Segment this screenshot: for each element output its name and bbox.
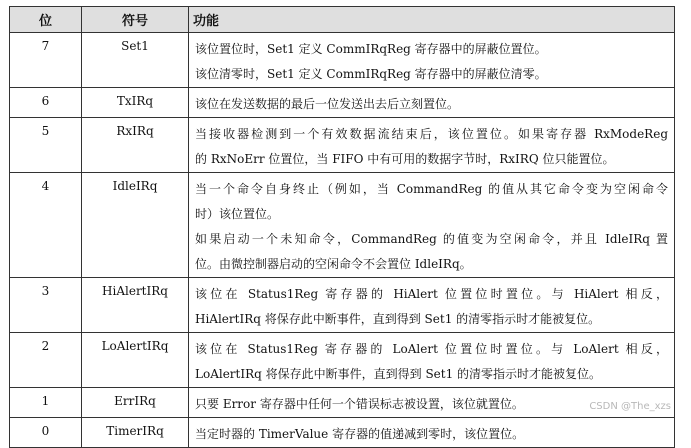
function-text-line: 该位清零时，Set1 定义 CommIRqReg 寄存器中的屏蔽位清零。 xyxy=(195,67,547,81)
function-text-line: 如果启动一个未知命令，CommandReg 的值变为空闲命令，并且 IdleIRq 置 xyxy=(195,232,668,246)
table-row xyxy=(10,33,675,88)
table-row xyxy=(10,173,675,278)
function-text-line: 该位在 Status1Reg 寄存器的 LoAlert 位置位时置位。与 LoAlert 相反， xyxy=(195,342,668,356)
function-cell xyxy=(189,118,675,173)
function-text-line: 的 RxNoErr 位置位，当 FIFO 中有可用的数据字节时，RxIRQ 位只能置位。 xyxy=(195,152,615,166)
bit-cell: 3 xyxy=(10,278,82,333)
watermark: CSDN @The_xzs xyxy=(589,401,671,412)
table-row xyxy=(10,333,675,388)
table-row xyxy=(10,278,675,333)
bit-cell: 1 xyxy=(10,388,82,418)
symbol-cell: Set1 xyxy=(82,33,189,88)
function-text-line: 该位置位时，Set1 定义 CommIRqReg 寄存器中的屏蔽位置位。 xyxy=(195,42,547,56)
function-text-line: LoAlertIRq 将保存此中断事件，直到得到 Set1 的清零指示时才能被复位。 xyxy=(195,367,602,381)
bit-cell: 2 xyxy=(10,333,82,388)
function-text-line: 该位在发送数据的最后一位发送出去后立刻置位。 xyxy=(195,97,460,111)
function-cell xyxy=(189,33,675,88)
table-row xyxy=(10,418,675,448)
bit-cell: 6 xyxy=(10,88,82,118)
symbol-cell: ErrIRq xyxy=(82,388,189,418)
symbol-cell: IdleIRq xyxy=(82,173,189,278)
header-row xyxy=(10,7,675,33)
register-bit-table xyxy=(9,6,675,448)
symbol-cell: RxIRq xyxy=(82,118,189,173)
table-row xyxy=(10,118,675,173)
function-text-line: 时）该位置位。 xyxy=(195,207,280,221)
function-text-line: 当接收器检测到一个有效数据流结束后，该位置位。如果寄存器 RxModeReg xyxy=(195,127,668,141)
function-text-line: 当定时器的 TimerValue 寄存器的值递减到零时，该位置位。 xyxy=(195,427,525,441)
header-bit: 位 xyxy=(10,7,82,33)
symbol-cell: HiAlertIRq xyxy=(82,278,189,333)
function-text-line: 该位在 Status1Reg 寄存器的 HiAlert 位置位时置位。与 HiAlert 相反， xyxy=(195,287,668,301)
symbol-cell: LoAlertIRq xyxy=(82,333,189,388)
function-cell xyxy=(189,88,675,118)
bit-cell: 7 xyxy=(10,33,82,88)
function-text-line: 只要 Error 寄存器中任何一个错误标志被设置，该位就置位。 xyxy=(195,397,524,411)
header-symbol: 符号 xyxy=(82,7,189,33)
header-function: 功能 xyxy=(189,7,675,33)
function-cell xyxy=(189,418,675,448)
symbol-cell: TxIRq xyxy=(82,88,189,118)
function-cell xyxy=(189,173,675,278)
function-text-line: HiAlertIRq 将保存此中断事件，直到得到 Set1 的清零指示时才能被复位。 xyxy=(195,312,601,326)
function-cell xyxy=(189,278,675,333)
function-text-line: 当一个命令自身终止（例如，当 CommandReg 的值从其它命令变为空闲命令 xyxy=(195,182,668,196)
table-row xyxy=(10,88,675,118)
function-cell xyxy=(189,333,675,388)
function-text-line: 位。由微控制器启动的空闲命令不会置位 IdleIRq。 xyxy=(195,257,472,271)
symbol-cell: TimerIRq xyxy=(82,418,189,448)
bit-cell: 4 xyxy=(10,173,82,278)
bit-cell: 5 xyxy=(10,118,82,173)
bit-cell: 0 xyxy=(10,418,82,448)
table-row xyxy=(10,388,675,418)
